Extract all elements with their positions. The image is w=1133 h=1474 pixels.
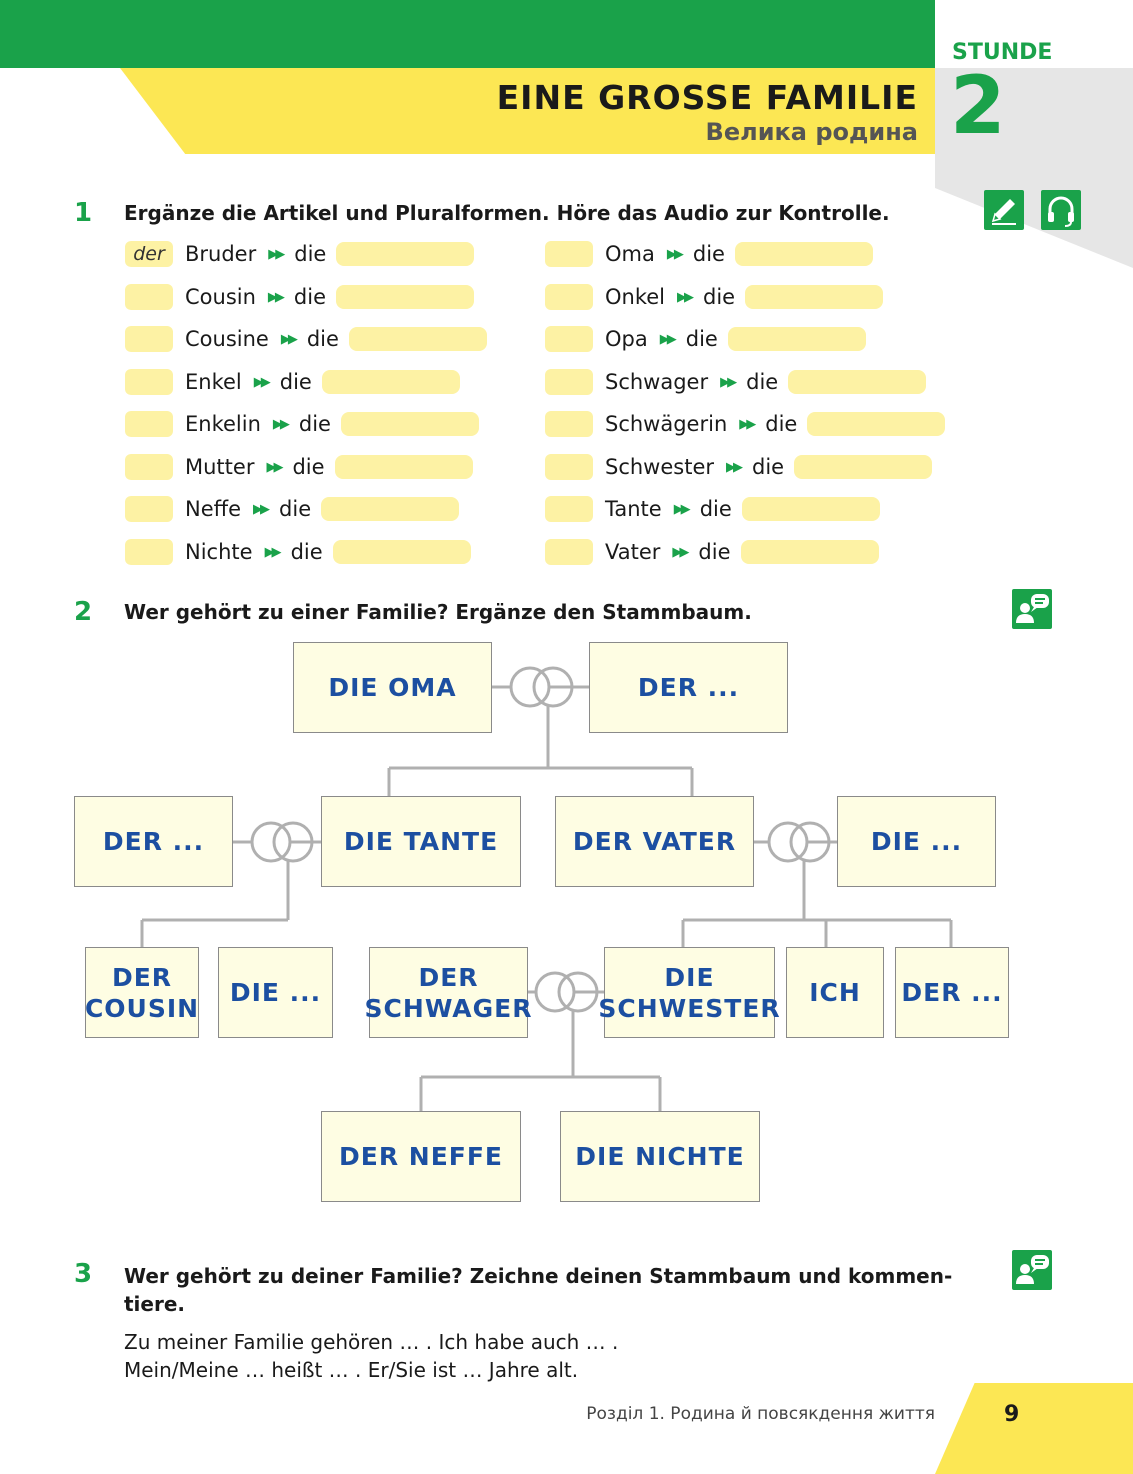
tree-box-schwester: DIE SCHWESTER [604,947,775,1038]
double-arrow-icon: ▶▶ [677,289,692,305]
plural-article: die [685,327,718,351]
double-arrow-icon: ▶▶ [264,544,279,560]
article-slot[interactable]: der [125,241,173,267]
speaking-icon [1012,1250,1052,1290]
double-arrow-icon: ▶▶ [253,501,268,517]
vocab-word: Bruder [185,242,257,266]
double-arrow-icon: ▶▶ [672,544,687,560]
plural-article: die [292,455,325,479]
plural-article: die [692,242,725,266]
plural-article: die [703,285,736,309]
vocab-word: Neffe [185,497,242,521]
double-arrow-icon: ▶▶ [666,246,681,262]
tree-box-cousine[interactable]: DIE ... [218,947,333,1038]
plural-article: die [290,540,323,564]
plural-article: die [746,370,779,394]
vocab-word: Enkel [185,370,242,394]
vocab-word: Tante [605,497,662,521]
tree-box-opa[interactable]: DER ... [589,642,788,733]
plural-article: die [765,412,798,436]
vocab-word: Cousine [185,327,269,351]
double-arrow-icon: ▶▶ [272,416,287,432]
tree-box-ich: ICH [786,947,884,1038]
vocab-word: Schwester [605,455,715,479]
tree-box-bruder[interactable]: DER ... [895,947,1009,1038]
page-number: 9 [1004,1402,1020,1427]
double-arrow-icon: ▶▶ [726,459,741,475]
task-2-instruction: Wer gehört zu einer Familie? Ergänze den Stammbaum. [124,600,752,624]
tree-box-schwager: DER SCHWAGER [369,947,528,1038]
vocab-word: Nichte [185,540,253,564]
double-arrow-icon: ▶▶ [253,374,268,390]
plural-article: die [279,370,312,394]
example-line-1: Zu meiner Familie gehören … . Ich habe auch … . [124,1330,619,1354]
double-arrow-icon: ▶▶ [280,331,295,347]
example-line-2: Mein/Meine … heißt … . Er/Sie ist … Jahre alt. [124,1358,579,1382]
tree-box-oma: DIE OMA [293,642,492,733]
plural-article: die [279,497,312,521]
vocab-word: Oma [605,242,655,266]
vocab-word: Vater [605,540,661,564]
double-arrow-icon: ▶▶ [720,374,735,390]
vocab-word: Onkel [605,285,666,309]
task-3-instruction-line-2: tiere. [124,1292,186,1316]
plural-article: die [752,455,785,479]
double-arrow-icon: ▶▶ [268,246,283,262]
vocab-word: Schwägerin [605,412,728,436]
lesson-number: 2 [950,59,1006,152]
vocab-word: Mutter [185,455,255,479]
plural-article: die [306,327,339,351]
lesson-label: STUNDE [952,40,1053,65]
task-3-example-text [124,1328,618,1384]
tree-box-mutter[interactable]: DIE ... [837,796,996,887]
double-arrow-icon: ▶▶ [266,459,281,475]
task-2-number: 2 [74,597,93,627]
vocab-word: Schwager [605,370,709,394]
double-arrow-icon: ▶▶ [267,289,282,305]
double-arrow-icon: ▶▶ [673,501,688,517]
plural-article: die [699,497,732,521]
vocab-word: Opa [605,327,648,351]
task-1-instruction: Ergänze die Artikel und Pluralformen. Höre das Audio zur Kontrolle. [124,201,890,225]
task-3-number: 3 [74,1259,93,1289]
tree-box-nichte: DIE NICHTE [560,1111,760,1202]
plural-article: die [298,412,331,436]
task-3-instruction [124,1262,952,1318]
page-title: EINE GROSSE FAMILIE [496,78,918,117]
tree-box-neffe: DER NEFFE [321,1111,521,1202]
plural-article: die [293,285,326,309]
tree-box-cousin: DER COUSIN [85,947,199,1038]
tree-box-vater: DER VATER [555,796,754,887]
tree-box-tante: DIE TANTE [321,796,521,887]
task-3-instruction-line-1: Wer gehört zu deiner Familie? Zeichne deinen Stammbaum und kommen- [124,1264,953,1288]
plural-article: die [698,540,731,564]
footer-chapter: Розділ 1. Родина й повсякдення життя [586,1404,935,1424]
page-subtitle: Велика родина [705,118,918,146]
vocab-word: Enkelin [185,412,261,436]
task-1-number: 1 [74,198,93,228]
double-arrow-icon: ▶▶ [739,416,754,432]
vocab-word: Cousin [185,285,256,309]
double-arrow-icon: ▶▶ [659,331,674,347]
tree-box-onkel[interactable]: DER ... [74,796,233,887]
plural-article: die [294,242,327,266]
